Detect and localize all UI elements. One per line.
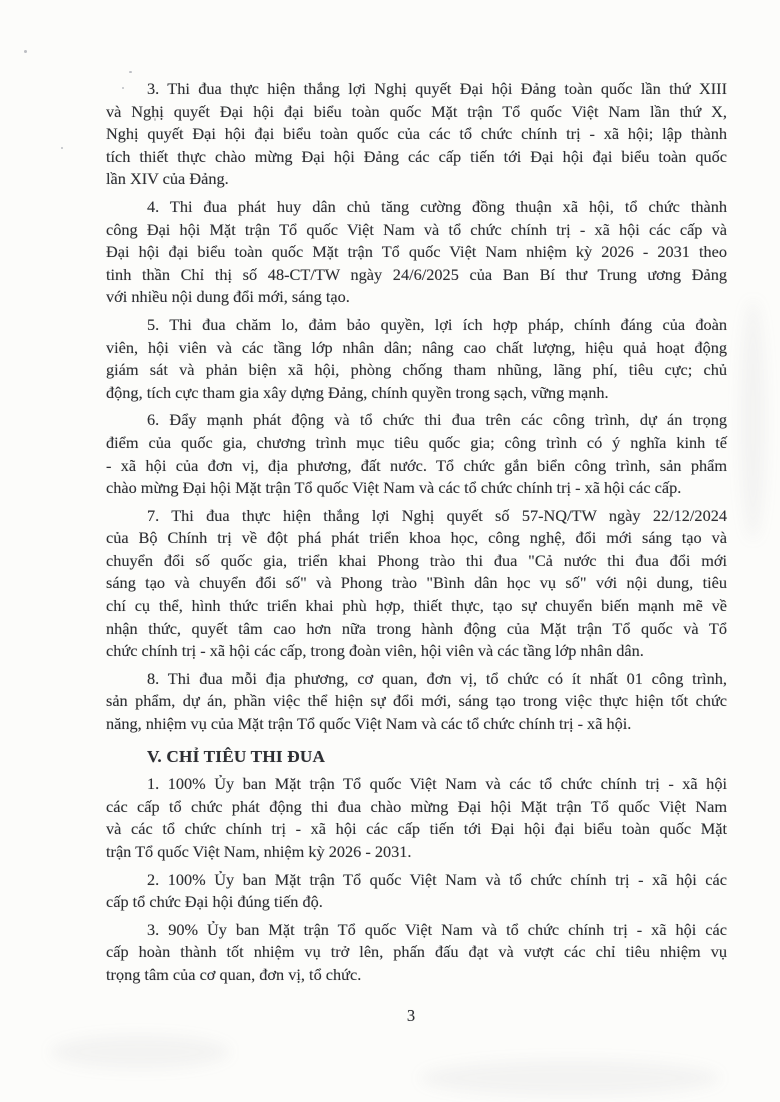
- paragraph-line: trận Tổ quốc Việt Nam, nhiệm kỳ 2026 - 2031.: [106, 842, 412, 861]
- scan-speck: [129, 71, 132, 73]
- item-6: [106, 409, 727, 499]
- paragraph-line: tinh thần Chỉ thị số 48-CT/TW ngày 24/6/2025 của Ban Bí thư Trung ương Đảng: [106, 264, 727, 284]
- paragraph-line: lần XIV của Đảng.: [106, 169, 229, 189]
- section-v-heading: V. CHỈ TIÊU THI ĐUA: [147, 746, 326, 766]
- paragraph-line: công Đại hội Mặt trận Tổ quốc Việt Nam và tổ chức chính trị - xã hội các cấp và: [106, 219, 727, 239]
- paragraph-line: các cấp tổ chức phát động thi đua chào mừng Đại hội Mặt trận Tổ quốc Việt Nam: [106, 796, 727, 816]
- paragraph-line: 5. Thi đua chăm lo, đảm bảo quyền, lợi ích hợp pháp, chính đáng của đoàn: [147, 314, 727, 334]
- paragraph-line: cấp tổ chức Đại hội đúng tiến độ.: [106, 892, 323, 912]
- page-number: 3: [406, 1006, 416, 1025]
- paragraph-line: 7. Thi đua thực hiện thắng lợi Nghị quyết số 57-NQ/TW ngày 22/12/2024: [147, 505, 727, 525]
- item-7: [106, 505, 727, 663]
- paragraph-line: và Nghị quyết Đại hội đại biểu toàn quốc Mặt trận Tổ quốc Việt Nam lần thứ X,: [106, 101, 727, 121]
- paragraph-line: của Bộ Chính trị về đột phá phát triển khoa học, công nghệ, đổi mới sáng tạo và: [106, 528, 727, 548]
- paragraph-line: giám sát và phản biện xã hội, phòng chống tham nhũng, lãng phí, tiêu cực; chủ: [106, 360, 727, 380]
- paragraph-line: chí cụ thể, hình thức triển khai phù hợp, thiết thực, tạo sự chuyển biến mạnh mẽ về: [106, 596, 727, 616]
- paragraph-line: 1. 100% Ủy ban Mặt trận Tổ quốc Việt Nam và các tổ chức chính trị - xã hội: [147, 774, 727, 794]
- paragraph-line: 6. Đẩy mạnh phát động và tổ chức thi đua trên các công trình, dự án trọng: [147, 410, 727, 430]
- scan-smudge: [740, 300, 766, 540]
- document-body: [106, 78, 727, 987]
- paragraph-line: năng, nhiệm vụ của Mặt trận Tổ quốc Việt Nam và các tổ chức chính trị - xã hội.: [106, 714, 632, 734]
- scan-smudge: [50, 1035, 230, 1069]
- target-3: [106, 919, 727, 987]
- item-5: [106, 314, 727, 404]
- paragraph-line: 8. Thi đua mỗi địa phương, cơ quan, đơn vị, tổ chức có ít nhất 01 công trình,: [147, 668, 727, 688]
- paragraph-line: nhận thức, quyết tâm cao hơn nữa trong hành động của Mặt trận Tổ quốc và Tổ: [106, 618, 727, 638]
- paragraph-line: viên, hội viên và các tầng lớp nhân dân; nâng cao chất lượng, hiệu quả hoạt động: [106, 337, 727, 357]
- paragraph-line: trọng tâm của cơ quan, đơn vị, tổ chức.: [106, 964, 362, 984]
- item-4: [106, 196, 727, 309]
- paragraph-line: 3. 90% Ủy ban Mặt trận Tổ quốc Việt Nam và tổ chức chính trị - xã hội các: [147, 919, 727, 939]
- paragraph-line: sản phẩm, dự án, phần việc thể hiện sự đổi mới, sáng tạo trong việc thực hiện tốt chức: [106, 691, 727, 711]
- paragraph-line: tích thiết thực chào mừng Đại hội Đảng các cấp tiến tới Đại hội đại biểu toàn quốc: [106, 146, 727, 166]
- paragraph-line: cấp hoàn thành tốt nhiệm vụ trở lên, phấn đấu đạt và vượt các chỉ tiêu nhiệm vụ: [106, 942, 727, 962]
- paragraph-line: động, tích cực tham gia xây dựng Đảng, chính quyền trong sạch, vững mạnh.: [106, 382, 609, 402]
- scan-smudge: [420, 1060, 720, 1096]
- paragraph-line: 4. Thi đua phát huy dân chủ tăng cường đồng thuận xã hội, tổ chức thành: [147, 196, 727, 216]
- paragraph-line: chuyển đổi số quốc gia, triển khai Phong trào thi đua "Cả nước thi đua đổi mới: [106, 550, 727, 570]
- target-1: [106, 773, 727, 863]
- paragraph-line: Nghị quyết Đại hội đại biểu toàn quốc của các tổ chức chính trị - xã hội; lập thành: [106, 124, 727, 144]
- paragraph-line: chào mừng Đại hội Mặt trận Tổ quốc Việt Nam và các tổ chức chính trị - xã hội các cấp.: [106, 478, 682, 498]
- item-3: [106, 78, 727, 191]
- paragraph-line: - xã hội của đơn vị, địa phương, đất nước. Tổ chức gắn biển công trình, sản phẩm: [106, 455, 727, 475]
- scan-speck: [24, 50, 27, 53]
- paragraph-line: với nhiều nội dung đổi mới, sáng tạo.: [106, 287, 350, 307]
- scan-speck: [61, 147, 63, 149]
- paragraph-line: và các tổ chức chính trị - xã hội các cấp tiến tới Đại hội đại biểu toàn quốc Mặt: [106, 819, 727, 839]
- paragraph-line: 3. Thi đua thực hiện thắng lợi Nghị quyết Đại hội Đảng toàn quốc lần thứ XIII: [147, 79, 727, 98]
- page-footer: [0, 1006, 780, 1026]
- item-8: [106, 668, 727, 736]
- target-2: [106, 869, 727, 914]
- paragraph-line: điểm của quốc gia, chương trình mục tiêu quốc gia; công trình có ý nghĩa kinh tế: [106, 432, 727, 452]
- paragraph-line: sáng tạo và chuyển đổi số" và Phong trào "Bình dân học vụ số" với nội dung, tiêu: [106, 573, 727, 593]
- paragraph-line: Đại hội đại biểu toàn quốc Mặt trận Tổ quốc Việt Nam nhiệm kỳ 2026 - 2031 theo: [106, 242, 727, 262]
- paragraph-line: chức chính trị - xã hội các cấp, trong đoàn viên, hội viên và các tầng lớp nhân dân.: [106, 641, 644, 661]
- paragraph-line: 2. 100% Ủy ban Mặt trận Tổ quốc Việt Nam và tổ chức chính trị - xã hội các: [147, 869, 727, 889]
